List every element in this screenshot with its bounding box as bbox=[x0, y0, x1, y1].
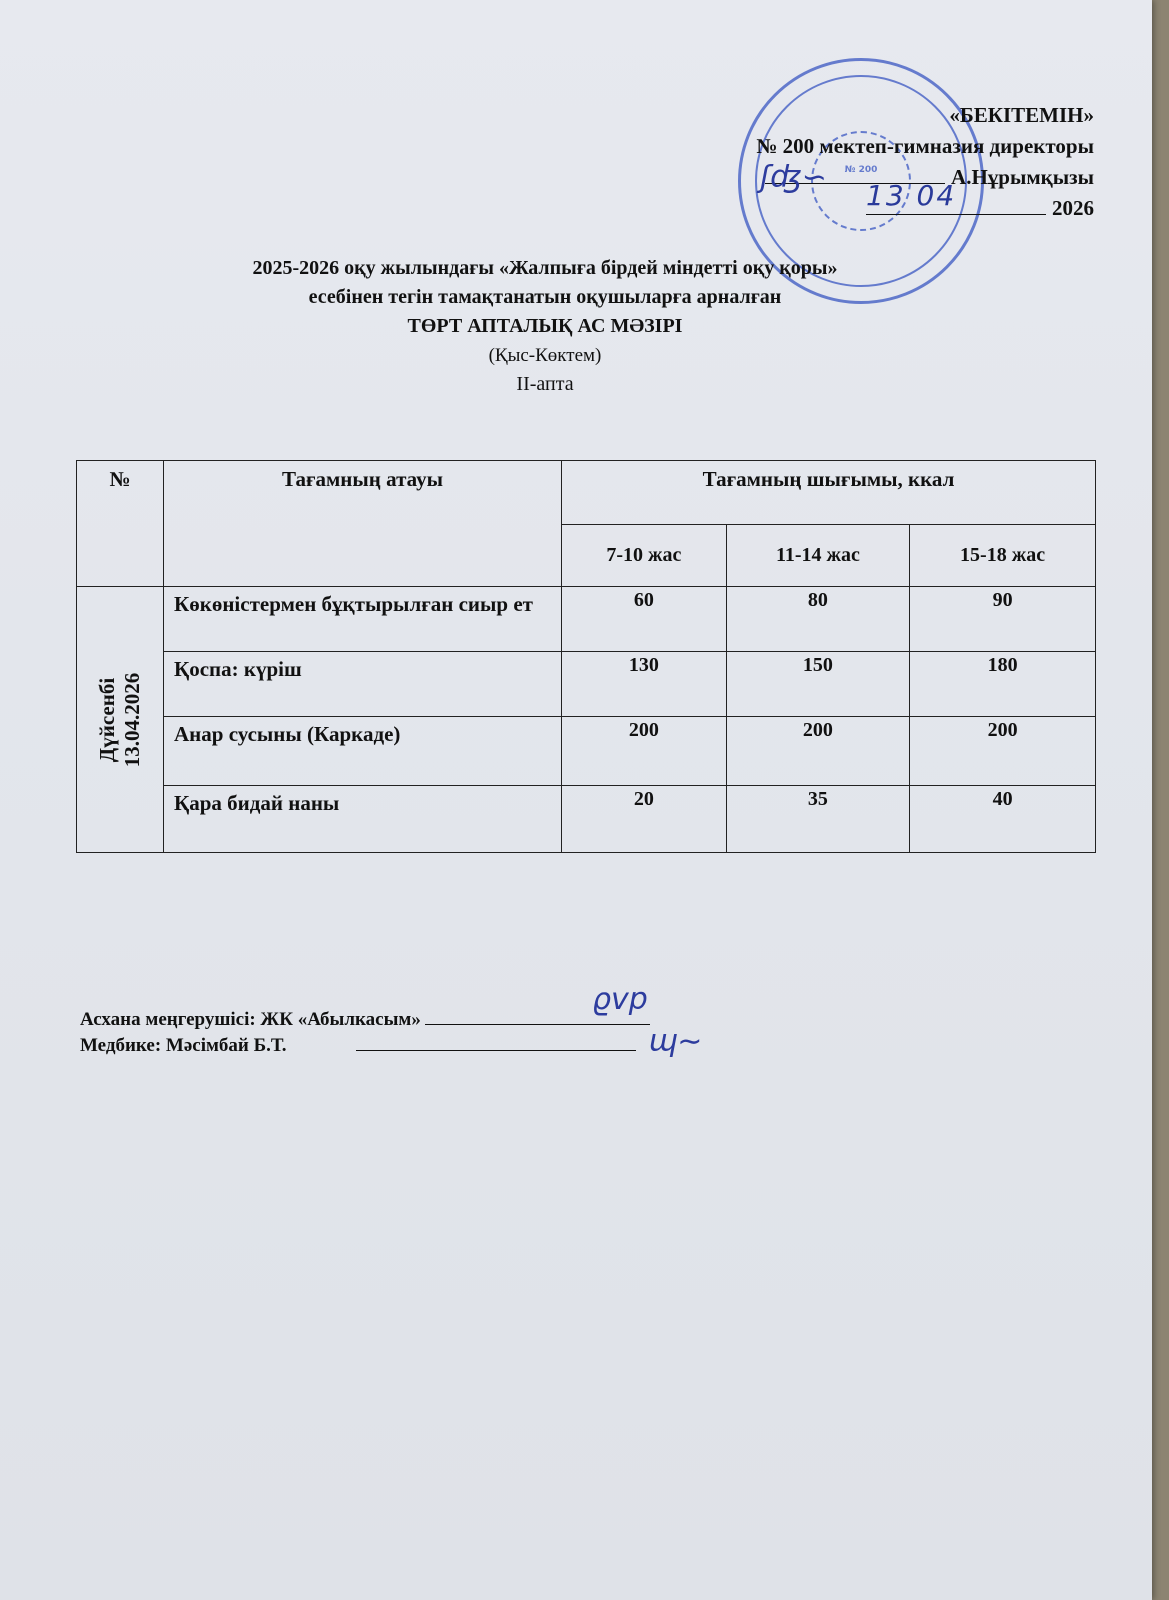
kcal-7-10: 60 bbox=[562, 587, 727, 652]
handwritten-date: 13 04 bbox=[866, 179, 957, 212]
dish-name: Қара бидай наны bbox=[164, 786, 562, 853]
approval-year: 2026 bbox=[1052, 196, 1094, 220]
canteen-manager-label: Асхана меңгерушісі: ЖК «Абылкасым» bbox=[80, 1009, 421, 1030]
title-line-5: ІІ-апта bbox=[516, 373, 574, 395]
seal-text: № 200 bbox=[844, 165, 878, 175]
title-line-1: 2025-2026 оқу жылындағы «Жалпыға бірдей міндетті оқу қоры» bbox=[252, 257, 838, 279]
header-yield: Тағамның шығымы, ккал bbox=[562, 461, 1096, 525]
header-age-11-14: 11-14 жас bbox=[726, 525, 909, 587]
nurse-signature: ɰ∼ bbox=[648, 1024, 703, 1059]
kcal-11-14: 200 bbox=[726, 717, 909, 786]
kcal-15-18: 200 bbox=[910, 717, 1096, 786]
table-row bbox=[77, 717, 1096, 786]
day-cell bbox=[77, 587, 164, 853]
document-title bbox=[150, 254, 940, 399]
director-signature: ʃʤ∽ bbox=[760, 160, 827, 195]
day-name: Дүйсенбі bbox=[95, 677, 119, 762]
dish-name: Көкөністермен бұқтырылған сиыр ет bbox=[164, 587, 562, 652]
kcal-7-10: 130 bbox=[562, 652, 727, 717]
director-name: А.Нұрымқызы bbox=[951, 165, 1094, 189]
signatures-footer bbox=[80, 1006, 650, 1058]
approval-date-line bbox=[534, 179, 1094, 224]
title-line-4: (Қыс-Көктем) bbox=[488, 345, 602, 366]
kcal-7-10: 20 bbox=[562, 786, 727, 853]
director-position: № 200 мектеп-гимназия директоры bbox=[756, 134, 1094, 158]
menu-table bbox=[76, 460, 1096, 853]
day-label bbox=[95, 672, 145, 767]
approval-heading: «БЕКІТЕМІН» bbox=[949, 103, 1094, 127]
canteen-signature: ϱvp bbox=[592, 982, 648, 1017]
kcal-15-18: 40 bbox=[910, 786, 1096, 853]
kcal-11-14: 150 bbox=[726, 652, 909, 717]
table-row bbox=[77, 652, 1096, 717]
kcal-15-18: 180 bbox=[910, 652, 1096, 717]
title-line-3: ТӨРТ АПТАЛЫҚ АС МӘЗІРІ bbox=[407, 315, 683, 337]
header-number: № bbox=[77, 461, 164, 587]
title-line-2: есебінен тегін тамақтанатын оқушыларға арналған bbox=[308, 286, 782, 308]
dish-name: Анар сусыны (Каркаде) bbox=[164, 717, 562, 786]
kcal-11-14: 35 bbox=[726, 786, 909, 853]
header-age-15-18: 15-18 жас bbox=[910, 525, 1096, 587]
nurse-label: Медбике: Мәсімбай Б.Т. bbox=[80, 1035, 287, 1056]
day-date: 13.04.2026 bbox=[120, 672, 144, 767]
header-dish-name: Тағамның атауы bbox=[164, 461, 562, 587]
dish-name: Қоспа: күріш bbox=[164, 652, 562, 717]
nurse-line bbox=[80, 1032, 650, 1058]
header-age-7-10: 7-10 жас bbox=[562, 525, 727, 587]
kcal-7-10: 200 bbox=[562, 717, 727, 786]
kcal-15-18: 90 bbox=[910, 587, 1096, 652]
table-header-row bbox=[77, 461, 1096, 525]
canteen-manager-line bbox=[80, 1006, 650, 1032]
table-row bbox=[77, 587, 1096, 652]
approval-date-blank bbox=[866, 179, 1046, 215]
kcal-11-14: 80 bbox=[726, 587, 909, 652]
table-row bbox=[77, 786, 1096, 853]
nurse-signature-blank bbox=[356, 1032, 636, 1051]
